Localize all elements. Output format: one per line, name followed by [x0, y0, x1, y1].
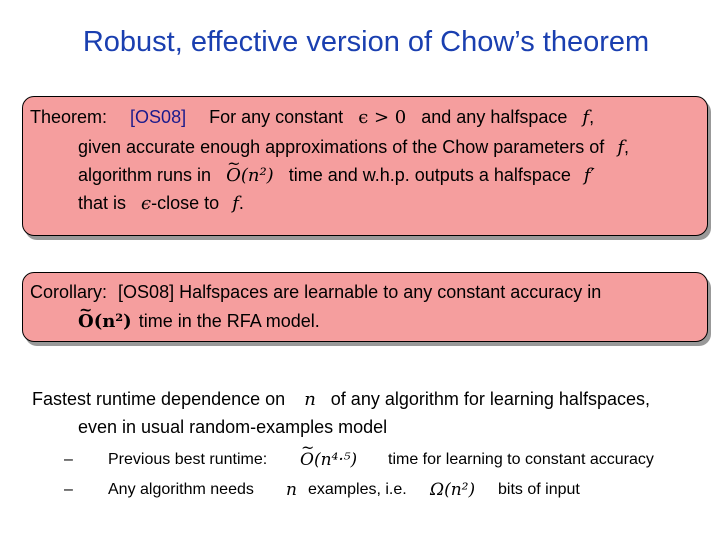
runtime-math-arg: (n²)	[240, 165, 274, 186]
corollary-label: Corollary:	[30, 282, 108, 302]
bullet-1-dash: –	[64, 451, 73, 468]
bottom-l2-text: even in usual random-examples model	[78, 417, 388, 437]
bullet-2-omega-math: Ω(n²)	[430, 480, 476, 500]
theorem-l4-text-b: -close to	[151, 193, 220, 213]
runtime-math: ~ O(n²)	[226, 165, 274, 187]
corollary-text-2: time in the RFA model.	[138, 311, 320, 331]
period: .	[238, 193, 244, 213]
bullet-2-dash: –	[64, 481, 73, 498]
theorem-cite: [OS08]	[130, 107, 187, 127]
theorem-line-1	[30, 106, 594, 129]
fprime-math: f′	[583, 165, 595, 186]
theorem-l4-text-a: that is	[78, 193, 127, 213]
n-math: n	[304, 389, 316, 410]
theorem-l3-text-a: algorithm runs in	[78, 165, 212, 185]
bottom-l1-text-a: Fastest runtime dependence on	[32, 389, 286, 409]
f-math: f	[582, 107, 590, 128]
bullet-1-math-arg: (n⁴·⁵)	[313, 450, 358, 470]
corollary-runtime-math: ~ O(n²)	[78, 311, 132, 333]
corollary-line-1	[30, 281, 601, 303]
theorem-line-3	[78, 164, 595, 187]
bullet-2-text-c: bits of input	[498, 481, 580, 498]
corollary-text-1: [OS08] Halfspaces are learnable to any constant accuracy in	[118, 282, 602, 302]
bullet-1-math: ~ O(n⁴·⁵)	[300, 450, 357, 470]
corollary-runtime-arg: (n²)	[93, 311, 132, 332]
bullet-2-text-a: Any algorithm needs	[108, 481, 254, 498]
bottom-line-2	[78, 416, 387, 438]
theorem-line-4	[78, 192, 244, 215]
comma: ,	[589, 107, 595, 127]
theorem-l1-text-b: and any halfspace	[421, 107, 568, 127]
f-math-3: f	[232, 193, 239, 214]
theorem-line-2	[78, 136, 629, 159]
bullet-2-text-b: examples, i.e.	[308, 481, 407, 498]
theorem-l1-text-a: For any constant	[209, 107, 344, 127]
theorem-label: Theorem:	[30, 107, 108, 127]
theorem-l2-text: given accurate enough approximations of the Chow parameters of	[78, 137, 605, 157]
epsilon-positive-math: ϵ > 0	[358, 107, 407, 128]
bottom-line-1	[32, 388, 650, 411]
bullet-1-text-b: time for learning to constant accuracy	[388, 451, 654, 468]
bullet-2-n-math: n	[286, 480, 297, 500]
slide-title: Robust, effective version of Chow’s theorem	[82, 26, 650, 58]
corollary-line-2	[78, 310, 320, 333]
comma-2: ,	[624, 137, 630, 157]
epsilon-math: ϵ	[141, 193, 152, 214]
theorem-l3-text-b: time and w.h.p. outputs a halfspace	[288, 165, 571, 185]
bottom-l1-text-b: of any algorithm for learning halfspaces,	[330, 389, 650, 409]
f-math-2: f	[617, 137, 624, 158]
bullet-1-text-a: Previous best runtime:	[108, 451, 268, 468]
